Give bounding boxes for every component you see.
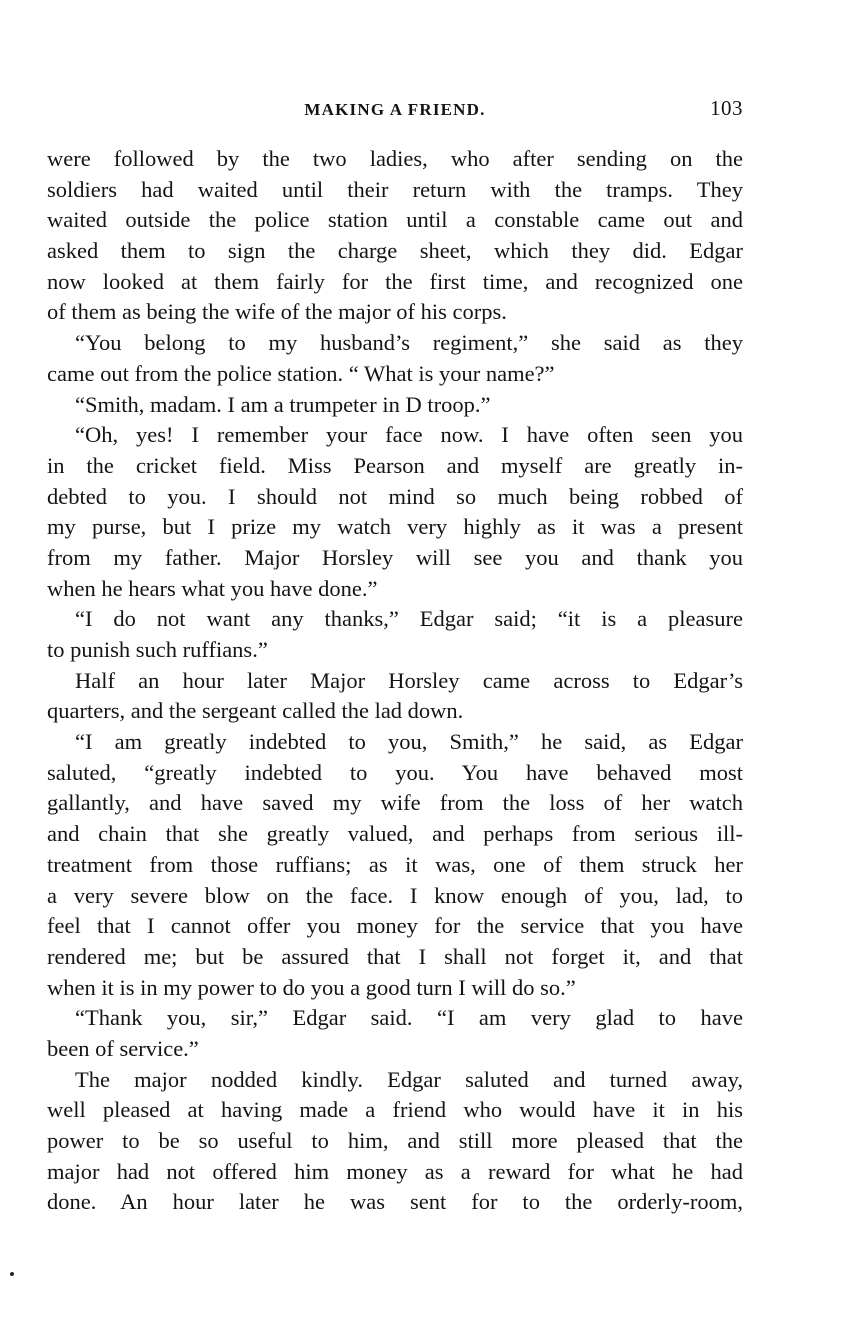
- text-line: my purse, but I prize my watch very highly as it was a present: [47, 514, 743, 540]
- body-text: [47, 144, 743, 1218]
- ink-speck: [9, 1271, 14, 1276]
- text-line: quarters, and the sergeant called the lad down.: [47, 698, 464, 724]
- text-line: in the cricket field. Miss Pearson and myself are greatly in-: [47, 452, 743, 478]
- text-line: from my father. Major Horsley will see you and thank you: [47, 544, 743, 570]
- text-line: well pleased at having made a friend who would have it in his: [47, 1097, 743, 1123]
- text-line: gallantly, and have saved my wife from the loss of her watch: [47, 790, 743, 816]
- text-line: a very severe blow on the face. I know enough of you, lad, to: [47, 882, 743, 908]
- text-line: soldiers had waited until their return with the tramps. They: [47, 176, 743, 202]
- text-line: Half an hour later Major Horsley came across to Edgar’s: [75, 667, 743, 693]
- text-line: “Thank you, sir,” Edgar said. “I am very glad to have: [75, 1005, 743, 1031]
- text-line: The major nodded kindly. Edgar saluted and turned away,: [75, 1066, 743, 1092]
- text-line: rendered me; but be assured that I shall not forget it, and that: [47, 943, 743, 969]
- text-line: of them as being the wife of the major of his corps.: [47, 299, 507, 325]
- text-line: were followed by the two ladies, who after sending on the: [47, 146, 743, 171]
- text-line: done. An hour later he was sent for to the orderly-room,: [47, 1189, 743, 1215]
- text-line: power to be so useful to him, and still more pleased that the: [47, 1128, 743, 1153]
- text-line: asked them to sign the charge sheet, which they did. Edgar: [47, 238, 743, 264]
- running-header: [47, 96, 743, 126]
- text-line: when it is in my power to do you a good turn I will do so.”: [47, 974, 576, 1000]
- text-line: now looked at them fairly for the first time, and recognized one: [47, 268, 743, 294]
- text-line: saluted, “greatly indebted to you. You have behaved most: [47, 759, 743, 785]
- text-line: “You belong to my husband’s regiment,” she said as they: [75, 330, 743, 356]
- text-line: “Oh, yes! I remember your face now. I have often seen you: [75, 422, 743, 448]
- chapter-title: MAKING A FRIEND.: [304, 100, 486, 119]
- text-line: feel that I cannot offer you money for the service that you have: [47, 913, 743, 939]
- text-line: major had not offered him money as a reward for what he had: [47, 1158, 743, 1184]
- text-line: “Smith, madam. I am a trumpeter in D troop.”: [75, 391, 491, 417]
- text-line: “I am greatly indebted to you, Smith,” he said, as Edgar: [75, 729, 743, 755]
- text-line: treatment from those ruffians; as it was, one of them struck her: [47, 851, 743, 877]
- text-line: and chain that she greatly valued, and perhaps from serious ill-: [47, 821, 743, 847]
- text-line: been of service.”: [47, 1035, 199, 1061]
- text-line: “I do not want any thanks,” Edgar said; “it is a pleasure: [75, 606, 743, 632]
- text-line: waited outside the police station until a constable came out and: [47, 207, 743, 233]
- text-line: debted to you. I should not mind so much being robbed of: [47, 483, 743, 509]
- text-line: when he hears what you have done.”: [47, 575, 378, 601]
- page-number: 103: [710, 96, 743, 120]
- text-line: came out from the police station. “ What is your name?”: [47, 360, 555, 386]
- text-line: to punish such ruffians.”: [47, 637, 268, 662]
